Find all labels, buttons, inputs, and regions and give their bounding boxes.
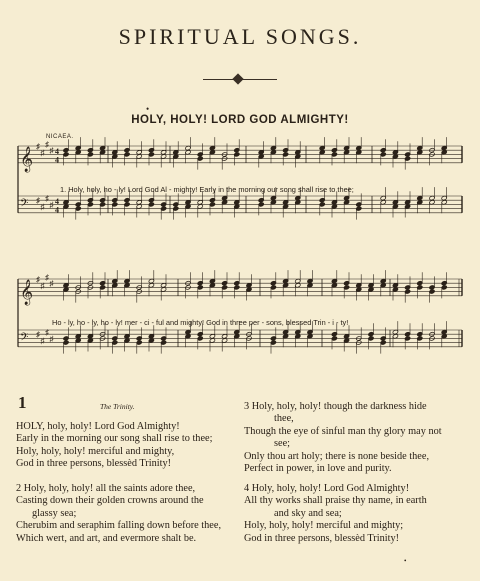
key-signature-sharp: ♯ bbox=[36, 275, 40, 284]
key-signature-sharp: ♯ bbox=[49, 334, 54, 344]
verse-line: Which wert, and art, and evermore shalt be. bbox=[16, 532, 197, 544]
verse-line: see; bbox=[274, 438, 291, 450]
verse-line: Early in the morning our song shall rise to thee; bbox=[16, 433, 213, 445]
verse-line: 3 Holy, holy, holy! though the darkness hide bbox=[244, 401, 427, 412]
hymn-subtitle: The Trinity. bbox=[100, 402, 135, 411]
verse-1 bbox=[16, 421, 212, 471]
key-signature-sharp: ♯ bbox=[45, 328, 49, 338]
verse-line: and sky and sea; bbox=[274, 507, 342, 519]
key-signature-sharp: ♯ bbox=[40, 202, 45, 212]
verse-line: All thy works shall praise thy name, in earth bbox=[244, 495, 427, 507]
hymn-title: HOLY, HOLY! LORD GOD ALMIGHTY! bbox=[131, 114, 349, 126]
verse-3 bbox=[244, 401, 442, 475]
verse-line: Perfect in power, in love and purity. bbox=[244, 463, 392, 475]
verse-line: Though the eye of sinful man thy glory may not bbox=[244, 425, 442, 437]
key-signature-sharp: ♯ bbox=[36, 330, 40, 340]
key-signature-sharp: ♯ bbox=[49, 200, 54, 210]
lyrics-system-2: Ho - ly, ho - ly, ho - ly! mer - ci - ful and mighty! God in three per - sons, blessed Trin - i - ty! bbox=[52, 318, 349, 327]
key-signature-sharp: ♯ bbox=[45, 194, 49, 204]
verse-line: Holy, holy, holy! merciful and mighty, bbox=[16, 445, 175, 457]
verse-line: 2 Holy, holy, holy! all the saints adore thee, bbox=[16, 483, 196, 494]
footer-mark: • bbox=[404, 557, 407, 565]
verse-2 bbox=[16, 483, 221, 545]
page-tick-mark: • bbox=[146, 104, 150, 114]
key-signature-sharp: ♯ bbox=[49, 146, 54, 156]
bass-clef-icon: 𝄢 bbox=[20, 197, 29, 213]
key-signature-sharp: ♯ bbox=[45, 139, 49, 149]
bass-clef-icon: 𝄢 bbox=[20, 331, 29, 347]
key-signature-sharp: ♯ bbox=[45, 272, 49, 282]
verse-line: Cherubim and seraphim falling down before thee, bbox=[16, 520, 222, 532]
time-signature-bottom: 4 bbox=[55, 205, 59, 215]
verse-line: 4 Holy, holy, holy! Lord God Almighty! bbox=[244, 483, 410, 494]
tune-name: NICAEA. bbox=[46, 134, 74, 140]
verse-line: HOLY, holy, holy! Lord God Almighty! bbox=[16, 421, 180, 432]
verse-line: Holy, holy, holy! merciful and mighty; bbox=[244, 520, 404, 532]
key-signature-sharp: ♯ bbox=[40, 336, 45, 346]
verse-line: glassy sea; bbox=[32, 507, 77, 519]
key-signature-sharp: ♯ bbox=[36, 142, 40, 151]
verse-line: God in three persons, blessèd Trinity! bbox=[16, 458, 172, 470]
time-signature-bottom: 4 bbox=[55, 155, 59, 165]
treble-clef-icon: 𝄞 bbox=[20, 279, 34, 305]
verse-4 bbox=[244, 483, 427, 545]
verse-line: Only thou art holy; there is none beside thee, bbox=[244, 450, 430, 462]
time-signature-top: 4 bbox=[55, 146, 59, 156]
verse-line: God in three persons, blessèd Trinity! bbox=[244, 532, 400, 544]
key-signature-sharp: ♯ bbox=[40, 281, 45, 291]
verse-line: Casting down their golden crowns around the bbox=[16, 495, 204, 507]
lyrics-system-1: 1. Holy, holy, ho - ly! Lord God Al - mighty! Early in the morning our song shall rise to thee; bbox=[60, 185, 354, 194]
treble-clef-icon: 𝄞 bbox=[20, 146, 34, 172]
verse-line: thee, bbox=[274, 413, 294, 425]
hymn-number: 1 bbox=[18, 393, 27, 412]
key-signature-sharp: ♯ bbox=[49, 279, 54, 289]
key-signature-sharp: ♯ bbox=[40, 148, 45, 158]
key-signature-sharp: ♯ bbox=[36, 196, 40, 206]
time-signature-top: 4 bbox=[55, 196, 59, 206]
book-title: SPIRITUAL SONGS. bbox=[118, 24, 362, 49]
